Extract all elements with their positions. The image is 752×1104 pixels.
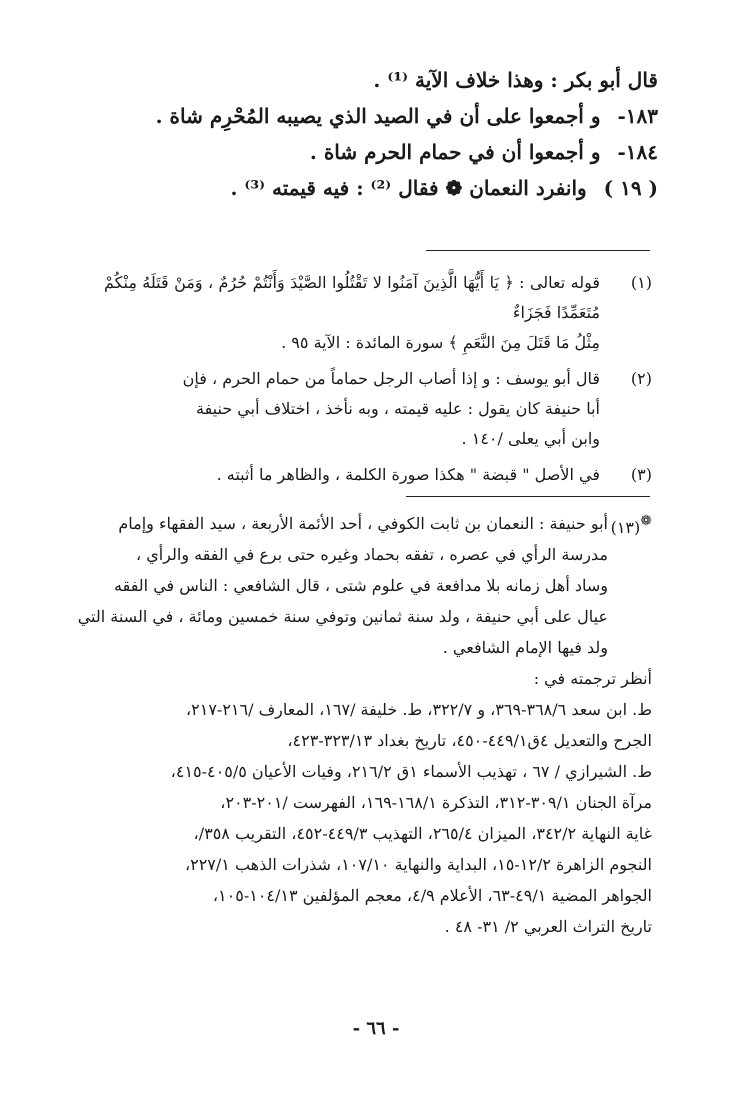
- reference-line: الجرح والتعديل ٤ق٤٤٩/١-٤٥٠، تاريخ بغداد ٣٢٣/١٣-٤٢٣،: [287, 731, 652, 750]
- reference-line: ط. الشيرازي / ٦٧ ، تهذيب الأسماء ١ق ٢١٦/٢، وفيات الأعيان ٤٠٥/٥-٤١٥،: [170, 762, 652, 781]
- footnote-line: أبا حنيفة كان يقول : عليه قيمته ، وبه نأخذ ، اختلاف أبي حنيفة: [195, 399, 600, 418]
- footnote-line: في الأصل " قبضة " هكذا صورة الكلمة ، والظاهر ما أثبته .: [216, 465, 600, 484]
- biography-mark: ❁(١٣): [610, 513, 652, 537]
- footnote-separator: [426, 250, 650, 251]
- footnote-line: مِثْلُ مَا قَتَلَ مِنَ النَّعَمِ ﴾ سورة المائدة : الآية ٩٥ .: [281, 333, 600, 352]
- main-line-text: وانفرد النعمان ❁ فقال ⁽²⁾ : فيه قيمته ⁽³⁾ .: [230, 176, 587, 200]
- flower-icon: ❁: [640, 513, 652, 529]
- main-line-text: و أجمعوا على أن في الصيد الذي يصيبه المُحْرِم شاة .: [155, 104, 601, 128]
- footnotes: [104, 268, 652, 496]
- reference-line: مرآة الجنان ٣٠٩/١-٣١٢، التذكرة ١٦٨/١-١٦٩، الفهرست /٢٠١-٢٠٣،: [220, 793, 652, 812]
- biography-line: عيال على أبي حنيفة ، ولد سنة ثمانين وتوفي سنة خمسين ومائة ، في السنة التي: [77, 607, 608, 626]
- reference-line: النجوم الزاهرة ١٢/٢-١٥، البداية والنهاية ١٠٧/١٠، شذرات الذهب ٢٢٧/١،: [184, 855, 652, 874]
- main-line-text: و أجمعوا أن في حمام الحرم شاة .: [309, 140, 601, 164]
- biography-line: أبو حنيفة : النعمان بن ثابت الكوفي ، أحد الأئمة الأربعة ، سيد الفقهاء وإمام: [118, 514, 608, 533]
- references-list: [104, 663, 652, 942]
- entry-number: ١٨٣-: [617, 104, 658, 128]
- reference-line: تاريخ التراث العربي ٢/ ٣١- ٤٨ .: [444, 917, 652, 936]
- footnote: [104, 364, 652, 454]
- entry-number: ( ١٩ ): [603, 176, 658, 200]
- biography-line: وساد أهل زمانه بلا مدافعة في علوم شتى ، قال الشافعي : الناس في الفقه: [114, 576, 608, 595]
- footnote-line: قوله تعالى : ﴿ يَا أَيُّهَا الَّذِينَ آمَنُوا لا تَقْتُلُوا الصَّيْدَ وَأَنْتُمْ حُرُمٌ ، وَمَنْ قَتَلَهُ مِنْكُمْ مُتَعَمِّدًا فَجَزَاءٌ: [104, 273, 600, 322]
- reference-line: أنظر ترجمته في :: [533, 669, 652, 688]
- main-line-text: قال أبو بكر : وهذا خلاف الآية ⁽¹⁾ .: [373, 68, 658, 92]
- main-line: [98, 134, 658, 170]
- entry-number: ١٨٤-: [617, 140, 658, 164]
- reference-line: ط. ابن سعد ٣٦٨/٦-٣٦٩، و ٣٢٢/٧، ط. خليفة /١٦٧، المعارف /٢١٦-٢١٧،: [185, 700, 652, 719]
- main-line: [98, 170, 658, 206]
- biography-separator: [406, 496, 650, 497]
- footnote-mark: (٢): [630, 369, 652, 388]
- biography-line: مدرسة الرأي في عصره ، تفقه بحماد وغيره حتى برع في الفقه والرأي ،: [135, 545, 608, 564]
- reference-line: غاية النهاية ٣٤٢/٢، الميزان ٢٦٥/٤، التهذيب ٤٤٩/٣-٤٥٢، التقريب ٣٥٨/،: [193, 824, 652, 843]
- main-line: [98, 62, 658, 98]
- main-text: [98, 62, 658, 206]
- biography-note: [77, 508, 652, 942]
- footnote-mark: (٣): [630, 465, 652, 484]
- footnote-line: وابن أبي يعلى /١٤٠ .: [461, 429, 600, 448]
- footnote-mark: (١): [630, 273, 652, 292]
- page-number: - ٦٦ -: [352, 1018, 400, 1039]
- main-line: [98, 98, 658, 134]
- footnote-line: قال أبو يوسف : و إذا أصاب الرجل حماماً من حمام الحرم ، فإن: [182, 369, 600, 388]
- biography-line: ولد فيها الإمام الشافعي .: [442, 638, 608, 657]
- reference-line: الجواهر المضية ٤٩/١-٦٣، الأعلام ٤/٩، معجم المؤلفين ١٠٤/١٣-١٠٥،: [212, 886, 652, 905]
- footnote: [104, 268, 652, 358]
- footnote: [104, 460, 652, 490]
